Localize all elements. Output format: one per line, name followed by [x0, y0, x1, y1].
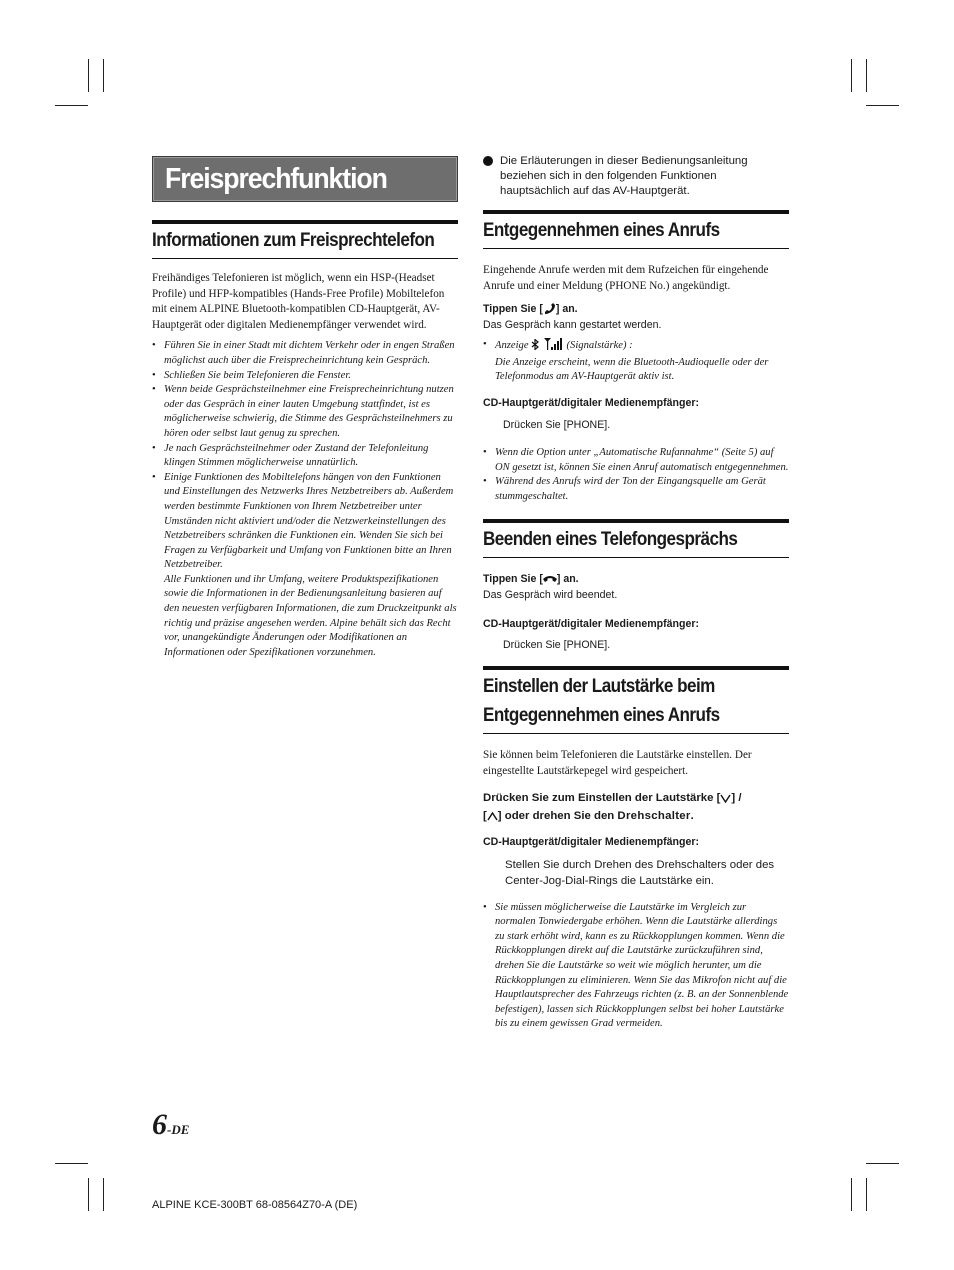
- volume-down-icon: [720, 792, 731, 808]
- phone-key: [PHONE]: [563, 418, 608, 431]
- section-title: Entgegennehmen eines Anrufs: [483, 705, 720, 727]
- volume-intro: Sie können beim Telefonieren die Lautstärke einstellen. Der eingestellte Lautstärkepegel wird gespeichert.: [483, 749, 752, 777]
- volume-up-icon: [487, 810, 498, 826]
- section-heading-answer: [483, 210, 789, 249]
- cd-label: CD-Hauptgerät/digitaler Medienempfänger:: [483, 396, 700, 409]
- knob-label: Drehschalter: [617, 809, 691, 822]
- crop-mark: [866, 105, 899, 106]
- note-item: • Sie müssen möglicherweise die Lautstärke im Vergleich zur normalen Tonwiedergabe erhöhen. Wenn die Lautstärke allerdings zu stark erhöht wird, kann es zu Rückkopplungen kommen. Wenn die Rückkopplungen direkt auf die Lautstärke zurückzuführen sind, drehen Sie die Lautstärke so weit wie möglich herunter, um die Rückkopplungen zu eliminieren. Wenn Sie das Mikrofon nicht auf die Hauptlautsprecher des Fahrzeugs richten (z. B. an der Sonnenblende befestigen), lassen sich Rückkopplungen selbst bei hoher Lautstärke bis zu einem gewissen Grad vermeiden.: [483, 901, 789, 1032]
- bluetooth-icon: [531, 339, 541, 356]
- end-step: Tippen Sie [ ] an.: [483, 572, 789, 588]
- crop-mark: [55, 105, 88, 106]
- volume-step: Drücken Sie zum Einstellen der Lautstärke [ ] / [ ] oder drehen Sie den Drehschalter.: [483, 790, 789, 826]
- phone-hangup-icon: [543, 574, 557, 588]
- crop-mark: [88, 59, 89, 92]
- page-title-bar: [152, 156, 458, 202]
- cd-instruction: Drücken Sie [PHONE].: [503, 418, 611, 431]
- crop-mark: [55, 1163, 88, 1164]
- crop-mark: [866, 1163, 899, 1164]
- note-item: • Führen Sie in einer Stadt mit dichtem Verkehr oder in engen Straßen möglichst auch über die Freisprecheinrichtung kein Gespräch.: [152, 339, 458, 368]
- cd-instruction: Drücken Sie [PHONE].: [503, 639, 611, 652]
- page-title: Freisprechfunktion: [165, 162, 387, 195]
- info-intro: Freihändiges Telefonieren ist möglich, wenn ein HSP-(Headset Profile) und HFP-kompatibles (Hands-Free Profile) Mobiltelefon mit einem ALPINE Bluetooth-kompatiblen CD-Hauptgerät, AV-Hauptgerät oder digitalen Medienempfänger verwendet wird.: [152, 272, 445, 331]
- cd-label: CD-Hauptgerät/digitaler Medienempfänger:: [483, 835, 700, 848]
- bullet-dot-icon: [483, 156, 493, 166]
- indicator-note: • Anzeige (Signalstärke) : Die Anzeige erscheint, wenn die Bluetooth-Audioquelle oder der Telefonmodus am AV-Hauptgerät aktiv ist.: [483, 339, 769, 383]
- end-result: Das Gespräch wird beendet.: [483, 589, 618, 602]
- ring-name: Center-Jog-Dial-Rings: [505, 874, 618, 887]
- top-note: Die Erläuterungen in dieser Bedienungsanleitung beziehen sich in den folgenden Funktionen hauptsächlich auf das AV-Hauptgerät.: [483, 154, 789, 199]
- note-item: • Einige Funktionen des Mobiltelefons hängen von den Funktionen und Einstellungen des Netzwerks Ihres Netzbetreibers ab. Außerdem werden bestimmte Funktionen von Ihrem Netzbetreiber unter Umständen nicht aktiviert und/oder die Netzwerkeinstellungen des Netzbetreibers schränken die Funktionen ein. Wenden Sie sich bei Fragen zu Verfügbarkeit und Umfang von Funktionen bitte an Ihren Netzbetreiber.: [152, 471, 458, 573]
- note-continuation: Alle Funktionen und ihr Umfang, weitere Produktspezifikationen sowie die Informationen in der Bedienungsanleitung basieren auf den neuesten verfügbaren Informationen, die zum Druckzeitpunkt als richtig und präzise angesehen werden. Alpine behält sich das Recht vor, unangekündigte Änderungen oder Modifikationen an Informationen oder Spezifikationen vorzunehmen.: [164, 573, 457, 658]
- phone-pickup-icon: [543, 303, 556, 318]
- info-notes: [152, 339, 458, 573]
- crop-mark: [866, 59, 867, 92]
- cd-label: CD-Hauptgerät/digitaler Medienempfänger:: [483, 618, 700, 631]
- section-title: Informationen zum Freisprechtelefon: [152, 230, 435, 251]
- page-number: 6-DE: [152, 1108, 190, 1141]
- answer-intro: Eingehende Anrufe werden mit dem Rufzeichen für eingehende Anrufe und einer Meldung (PHONE No.) angekündigt.: [483, 264, 769, 292]
- answer-step: Tippen Sie [ ] an.: [483, 302, 789, 318]
- knob-name: Drehschalters: [656, 858, 727, 871]
- section-title: Beenden eines Telefongesprächs: [483, 529, 738, 551]
- section-title: Einstellen der Lautstärke beim: [483, 676, 715, 698]
- crop-mark: [103, 1178, 104, 1211]
- crop-mark: [88, 1178, 89, 1211]
- phone-key: [PHONE]: [563, 639, 608, 652]
- note-item: • Während des Anrufs wird der Ton der Eingangsquelle am Gerät stummgeschaltet.: [483, 475, 789, 504]
- volume-notes: [483, 901, 789, 1032]
- crop-mark: [851, 1178, 852, 1211]
- cd-volume-instruction: Stellen Sie durch Drehen des Drehschalters oder des Center-Jog-Dial-Rings die Lautstärke ein.: [505, 858, 775, 887]
- right-column: [483, 154, 789, 1032]
- section-title: Entgegennehmen eines Anrufs: [483, 220, 720, 241]
- note-item: • Wenn beide Gesprächsteilnehmer eine Freisprecheinrichtung nutzen oder das Gespräch in einer lauten Umgebung stattfindet, ist es möglicherweise schwierig, die Stimme des Gesprächsteilnehmers zu hören oder selbst laut genug zu sprechen.: [152, 383, 458, 441]
- footer-code: ALPINE KCE-300BT 68-08564Z70-A (DE): [152, 1199, 358, 1211]
- left-column: [152, 156, 458, 660]
- section-heading-info: [152, 220, 458, 259]
- note-item: • Wenn die Option unter „Automatische Rufannahme“ (Seite 5) auf ON gesetzt ist, können Sie einen Anruf automatisch entgegennehmen.: [483, 446, 789, 475]
- crop-mark: [103, 59, 104, 92]
- note-item: • Schließen Sie beim Telefonieren die Fenster.: [152, 369, 458, 384]
- crop-mark: [851, 59, 852, 92]
- note-item: • Je nach Gesprächsteilnehmer oder Zustand der Telefonleitung klingen Stimmen möglicherweise unnatürlich.: [152, 442, 458, 471]
- section-heading-volume: [483, 666, 789, 734]
- answer-notes: [483, 446, 789, 504]
- signal-strength-icon: [544, 338, 564, 356]
- answer-result: Das Gespräch kann gestartet werden.: [483, 319, 662, 332]
- section-heading-end-call: [483, 519, 789, 558]
- crop-mark: [866, 1178, 867, 1211]
